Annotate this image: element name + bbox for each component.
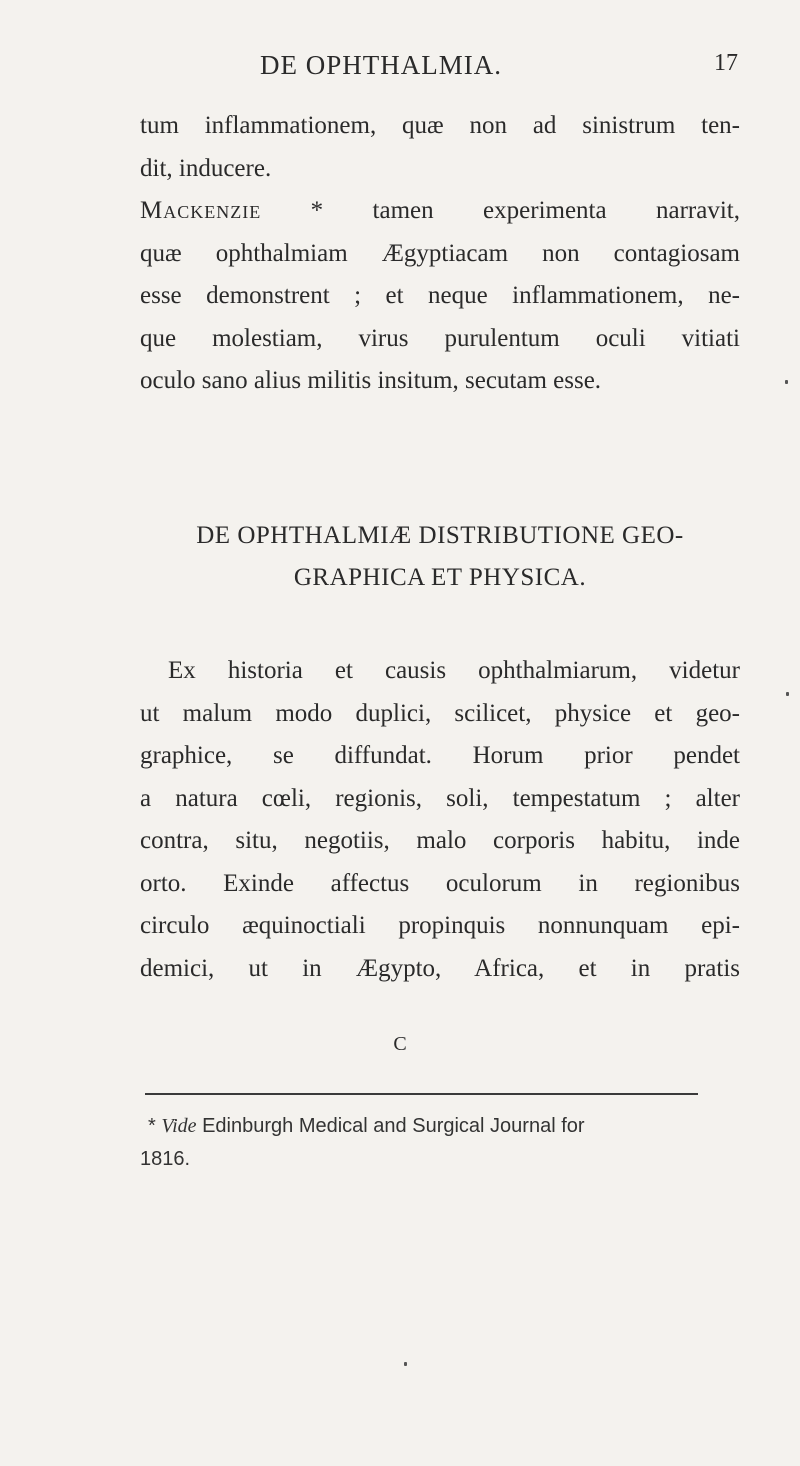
footnote-rule <box>145 1093 698 1095</box>
heading-line: GRAPHICA ET PHYSICA. <box>293 564 587 591</box>
text-line: oculo sano alius militis insitum, secutam esse. <box>140 367 602 394</box>
section-heading <box>140 515 740 599</box>
running-head <box>140 50 740 90</box>
paragraph-continued-end <box>140 148 740 191</box>
running-title: DE OPHTHALMIA. <box>260 50 502 80</box>
author-name: Mackenzie <box>140 197 262 224</box>
footnote-vide: Vide <box>161 1115 197 1137</box>
text-line <box>140 190 740 233</box>
signature-mark: C <box>393 1033 407 1055</box>
text-line: circulo æquinoctiali propinquis nonnunquam epi- <box>140 912 740 939</box>
text-line: a natura cœli, regionis, soli, tempestatum ; alter <box>140 784 740 812</box>
page-number: 17 <box>714 50 738 76</box>
paragraph-continued <box>140 105 740 148</box>
footnote-marker: * <box>148 1115 156 1137</box>
paragraph-mackenzie <box>140 190 740 403</box>
paper-speck <box>785 380 788 384</box>
text-line: dit, inducere. <box>140 154 272 182</box>
text-line: que molestiam, virus purulentum oculi vitiati <box>140 324 740 352</box>
text-line: quæ ophthalmiam Ægyptiacam non contagiosam <box>140 239 740 267</box>
text-line: Ex historia et causis ophthalmiarum, videtur <box>168 657 740 684</box>
text-line: tum inflammationem, quæ non ad sinistrum ten- <box>140 112 740 139</box>
footnote <box>140 1110 740 1176</box>
footnote-text: Edinburgh Medical and Surgical Journal for <box>202 1115 585 1137</box>
text-line: graphice, se diffundat. Horum prior pendet <box>140 742 740 769</box>
text-line: demici, ut in Ægypto, Africa, et in pratis <box>140 954 740 982</box>
footnote-line: 1816. <box>140 1148 191 1170</box>
text-line: contra, situ, negotiis, malo corporis habitu, inde <box>140 827 740 854</box>
text-line: orto. Exinde affectus oculorum in regionibus <box>140 869 740 897</box>
paper-speck <box>786 692 789 696</box>
footnote-line <box>140 1110 740 1143</box>
paragraph-distribution <box>140 650 740 990</box>
text-fragment: * tamen experimenta narravit, <box>310 197 740 224</box>
text-line: ut malum modo duplici, scilicet, physice et geo- <box>140 699 740 727</box>
paper-speck <box>404 1362 407 1366</box>
heading-line: DE OPHTHALMIÆ DISTRIBUTIONE GEO- <box>196 522 684 549</box>
text-line: esse demonstrent ; et neque inflammationem, ne- <box>140 282 740 309</box>
